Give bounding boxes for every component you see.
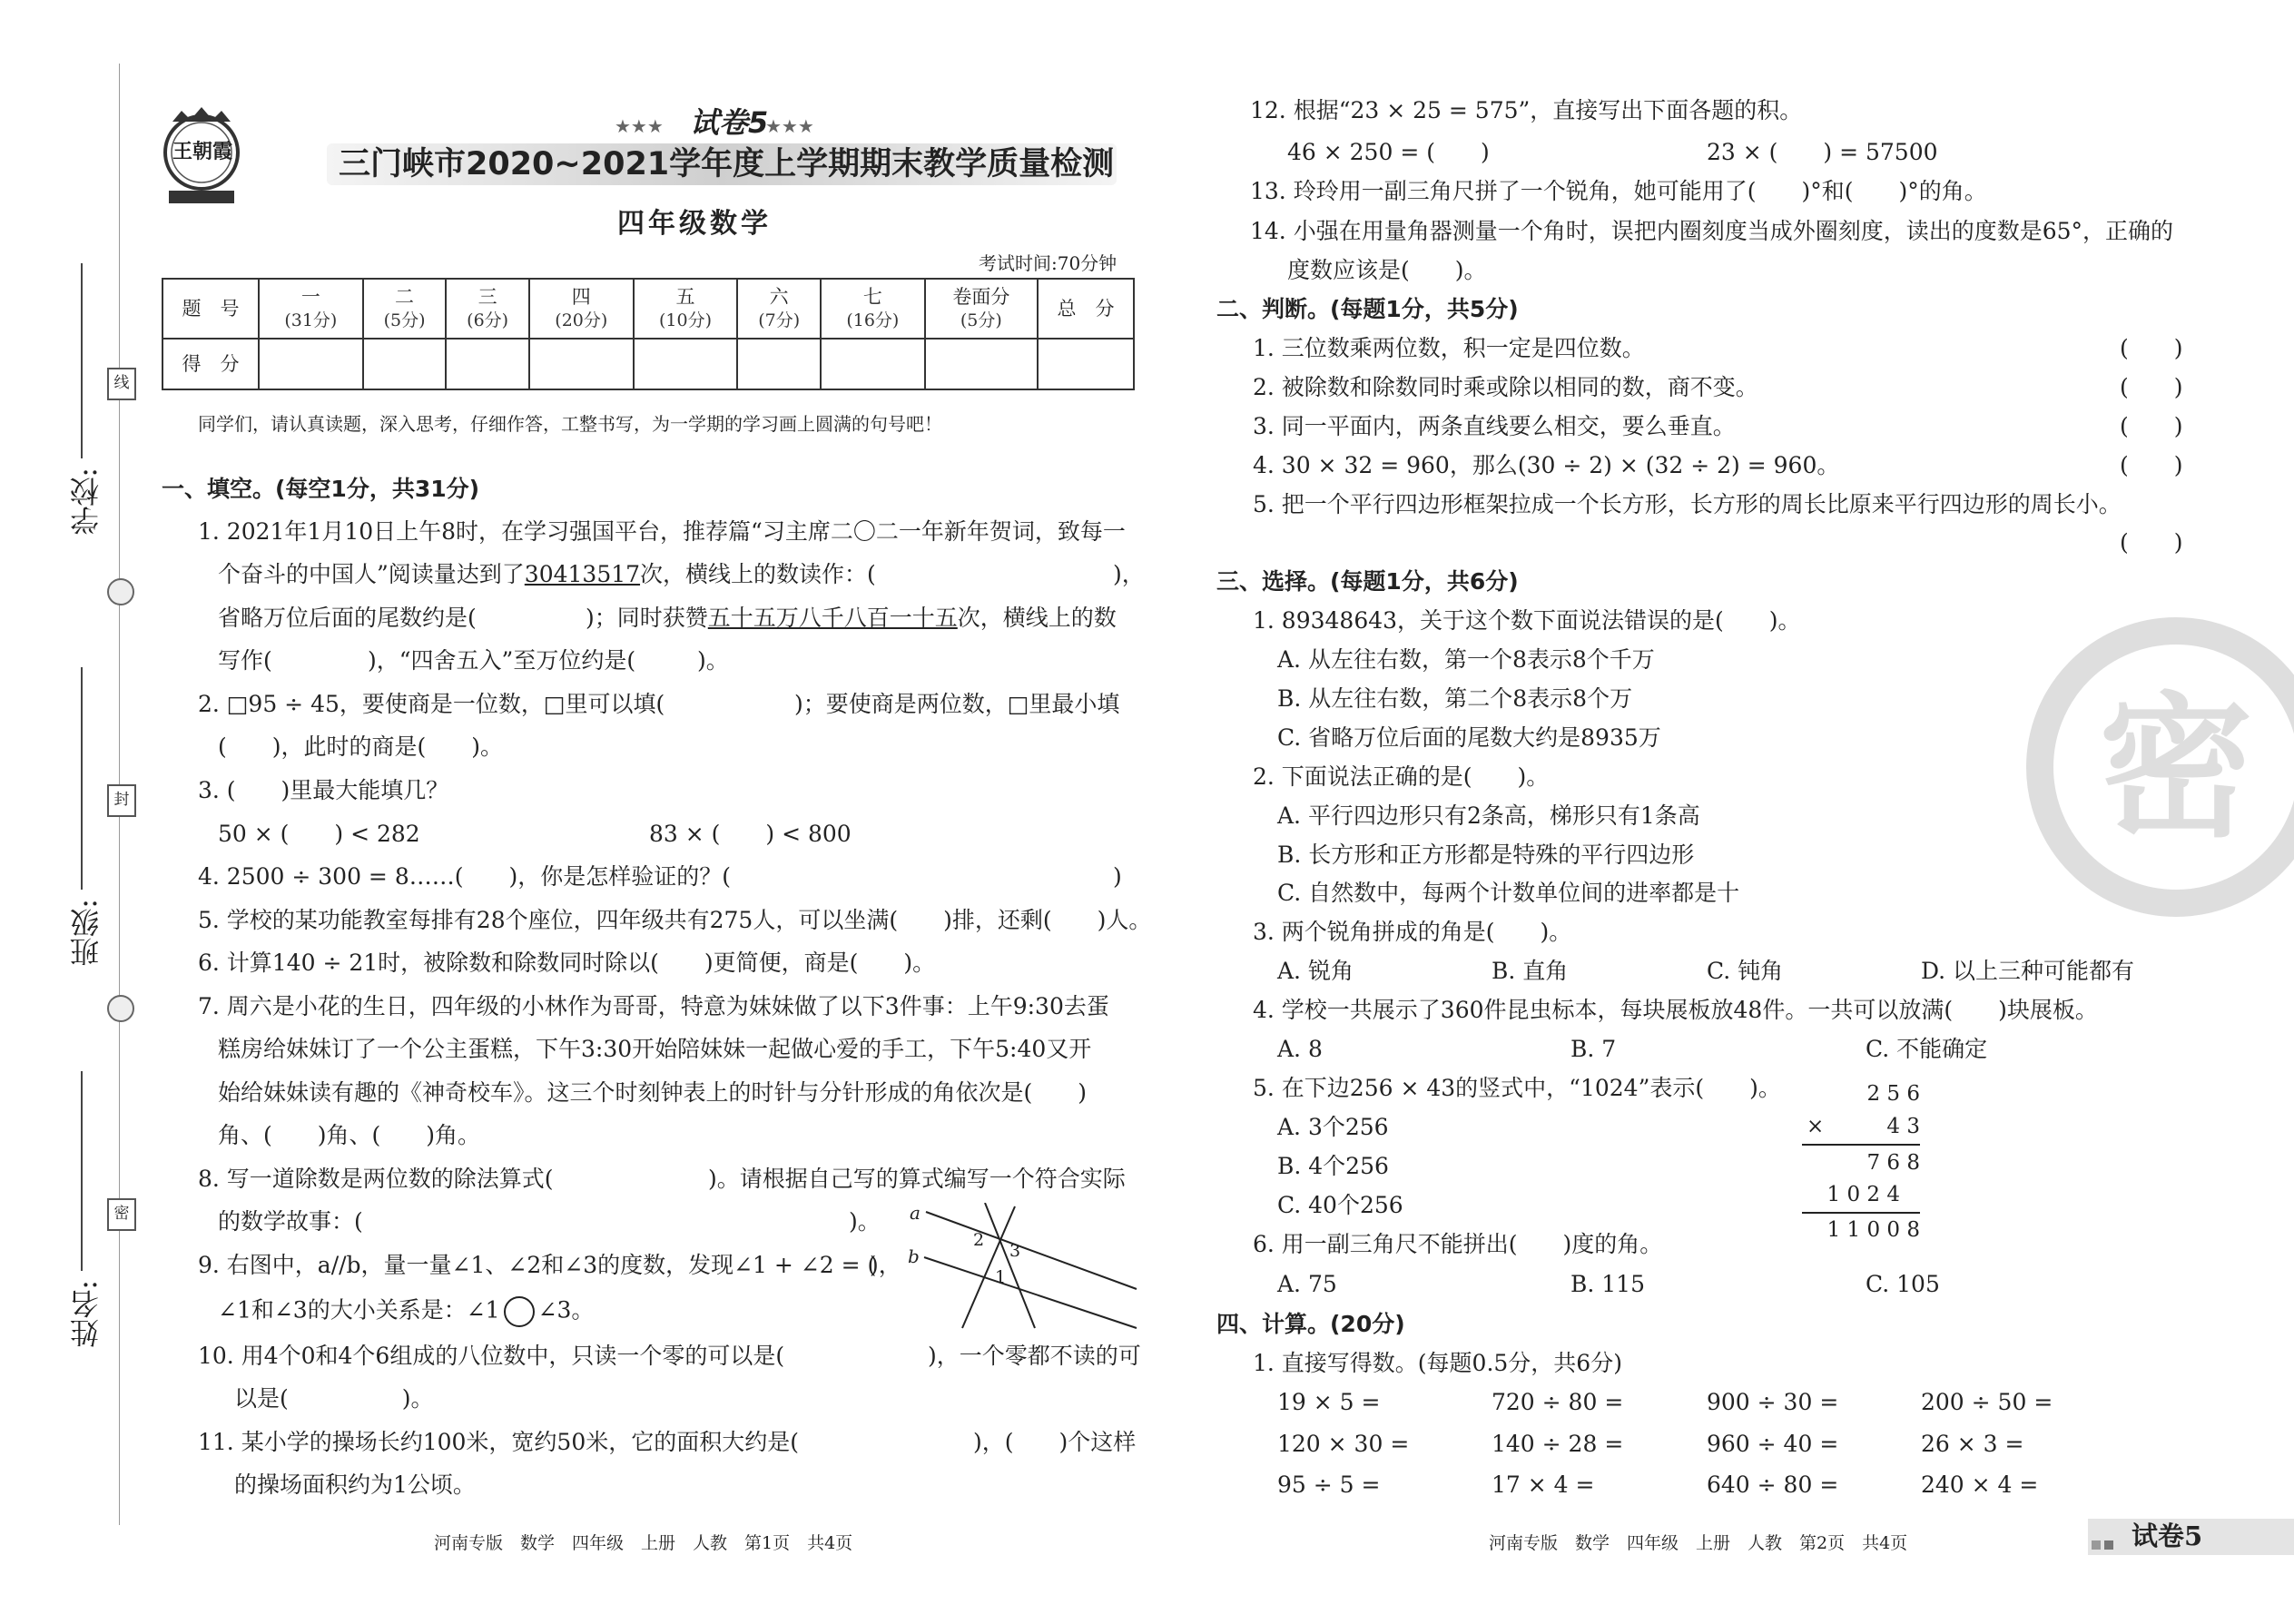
calc-item: 900 ÷ 30 = (1707, 1389, 1839, 1415)
calc-item: 960 ÷ 40 = (1707, 1431, 1839, 1457)
brand-logo (160, 102, 243, 220)
question-5: 5. 学校的某功能教室每排有28个座位，四年级共有275人，可以坐满( )排，还剩( )人。 (198, 907, 1152, 933)
page-tag (2088, 1519, 2294, 1555)
name-label: 姓名: (69, 1280, 103, 1348)
section-col: 卷面分 (5分) (925, 279, 1038, 339)
section-col: 七 (16分) (821, 279, 925, 339)
section-col: 二 (5分) (363, 279, 447, 339)
calc-item: 240 × 4 = (1921, 1471, 2039, 1498)
score-cell[interactable] (363, 339, 447, 389)
compare-circle[interactable] (504, 1296, 535, 1327)
label-2: 2 (973, 1230, 985, 1250)
page1-footer: 河南专版 数学 四年级 上册 人教 第1页 共4页 (434, 1533, 853, 1553)
label-3: 3 (1009, 1241, 1021, 1261)
section-col: 六 (7分) (737, 279, 821, 339)
list-item: 3. 同一平面内，两条直线要么相交，要么垂直。 (1253, 413, 1736, 439)
list-item: 1. 三位数乘两位数，积一定是四位数。 (1253, 335, 1645, 361)
answer-paren[interactable]: ( ) (2120, 529, 2183, 556)
seal-secret-mark: 密 (107, 1198, 136, 1231)
score-row-label: 得 分 (162, 339, 259, 389)
label-b: b (908, 1245, 920, 1267)
section2-title: 二、判断。(每题1分，共5分) (1216, 296, 1519, 322)
exam-time: 考试时间:70分钟 (979, 252, 1117, 274)
question-13: 13. 玲玲用一副三角尺拼了一个锐角，她可能用了( )°和( )°的角。 (1250, 178, 1987, 204)
parallel-lines-figure (899, 1203, 1144, 1330)
list-item: 4. 30 × 32 = 960，那么(30 ÷ 2) × (32 ÷ 2) = 960。 (1253, 452, 1840, 478)
section1-title: 一、填空。(每空1分，共31分) (162, 476, 480, 502)
score-cell[interactable] (821, 339, 925, 389)
section-col: 三 (6分) (446, 279, 529, 339)
table-header-label: 题 号 (162, 279, 259, 339)
answer-paren[interactable]: ( ) (2120, 413, 2183, 439)
score-cell[interactable] (925, 339, 1038, 389)
calc-item: 26 × 3 = (1921, 1431, 2024, 1457)
series-stars-right: ★★★ (765, 115, 814, 137)
calc-item: 17 × 4 = (1492, 1471, 1595, 1498)
section-col: 四 (20分) (529, 279, 634, 339)
secret-watermark (2026, 617, 2294, 917)
score-cell[interactable] (737, 339, 821, 389)
seal-line-mark: 线 (107, 368, 136, 400)
calc-item: 720 ÷ 80 = (1492, 1389, 1624, 1415)
score-cell[interactable] (259, 339, 363, 389)
binding-margin (0, 0, 154, 1624)
answer-paren[interactable]: ( ) (2120, 374, 2183, 400)
vertical-multiplication: 2 5 6 × 4 3 7 6 8 1 0 2 4 1 1 0 0 8 (1802, 1080, 1920, 1225)
series-stars-left: ★★★ (615, 115, 664, 137)
calc-item: 120 × 30 = (1277, 1431, 1410, 1457)
series-label: 试卷5 (690, 105, 769, 140)
score-cell[interactable] (1038, 339, 1134, 389)
school-label: 学校: (69, 468, 103, 536)
answer-paren[interactable]: ( ) (2120, 452, 2183, 478)
label-1: 1 (995, 1267, 1007, 1287)
calc-item: 140 ÷ 28 = (1492, 1431, 1624, 1457)
label-a: a (910, 1202, 921, 1224)
list-item: 2. 被除数和除数同时乘或除以相同的数，商不变。 (1253, 374, 1758, 400)
calc-item: 95 ÷ 5 = (1277, 1471, 1381, 1498)
score-cell[interactable] (634, 339, 738, 389)
score-table (162, 278, 1135, 390)
intro-text: 同学们，请认真读题，深入思考，仔细作答，工整书写，为一学期的学习画上圆满的句号吧！ (198, 413, 942, 435)
calc-item: 19 × 5 = (1277, 1389, 1381, 1415)
calc-item: 200 ÷ 50 = (1921, 1389, 2053, 1415)
section3-title: 三、选择。(每题1分，共6分) (1216, 568, 1519, 595)
subject-title: 四年级数学 (617, 208, 772, 240)
answer-paren[interactable]: ( ) (2120, 335, 2183, 361)
total-label: 总 分 (1038, 279, 1134, 339)
logo-text: 王朝霞 (172, 141, 233, 163)
exam-title: 三门峡市2020~2021学年度上学期期末教学质量检测 (339, 146, 1115, 182)
section4-title: 四、计算。(20分) (1216, 1311, 1405, 1337)
list-item: 5. 把一个平行四边形框架拉成一个长方形，长方形的周长比原来平行四边形的周长小。 (1253, 491, 2122, 517)
ornament-icon (107, 995, 134, 1022)
calc-intro: 1. 直接写得数。(每题0.5分，共6分) (1253, 1350, 1622, 1376)
class-label: 班级: (69, 899, 103, 967)
score-cell[interactable] (446, 339, 529, 389)
section-col: 一 (31分) (259, 279, 363, 339)
score-cell[interactable] (529, 339, 634, 389)
question-6: 6. 计算140 ÷ 21时，被除数和除数同时除以( )更简便，商是( )。 (198, 950, 936, 976)
ornament-icon (107, 578, 134, 605)
svg-text:密: 密 (2098, 679, 2254, 859)
page2-footer: 河南专版 数学 四年级 上册 人教 第2页 共4页 (1489, 1533, 1908, 1553)
page-tag-label: 试卷5 (2132, 1521, 2203, 1551)
seal-seal-mark: 封 (107, 784, 136, 817)
calc-item: 640 ÷ 80 = (1707, 1471, 1839, 1498)
section-col: 五 (10分) (634, 279, 738, 339)
